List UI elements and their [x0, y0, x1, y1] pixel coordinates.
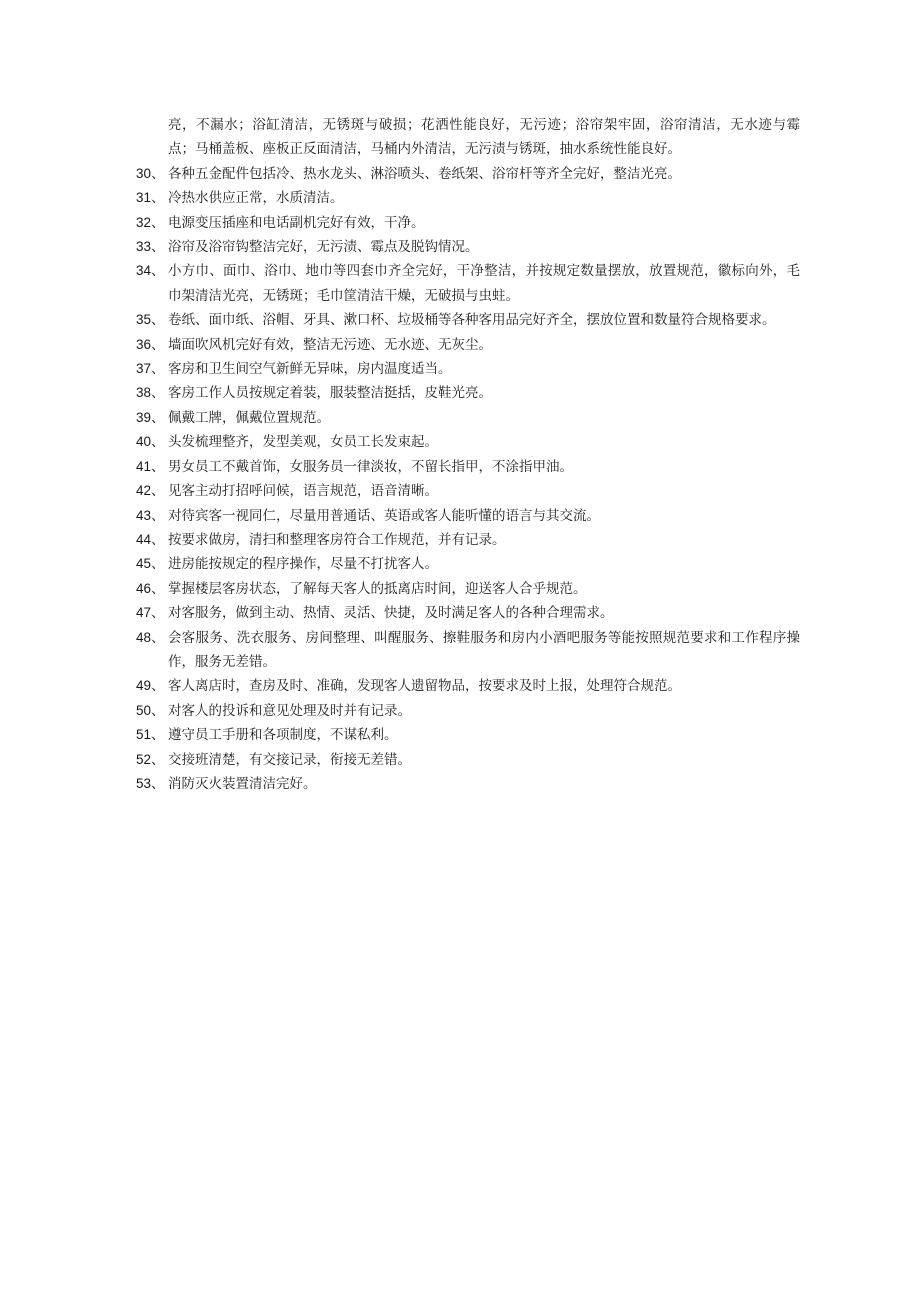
item-text: 消防灭火装置清洁完好。 — [168, 775, 317, 792]
item-number: 49、 — [136, 678, 165, 694]
list-item — [136, 259, 800, 308]
item-number: 44、 — [136, 531, 165, 547]
item-text: 对客人的投诉和意见处理及时并有记录。 — [168, 702, 411, 719]
item-text: 电源变压插座和电话副机完好有效，干净。 — [168, 214, 425, 231]
item-number: 35、 — [136, 312, 165, 328]
item-text: 墙面吹风机完好有效，整洁无污迹、无水迹、无灰尘。 — [168, 336, 492, 353]
item-number: 31、 — [136, 190, 165, 206]
list-item — [136, 772, 800, 796]
item-text: 亮，不漏水；浴缸清洁，无锈斑与破损；花洒性能良好，无污迹；浴帘架牢固，浴帘清洁，无水迹与霉点；马桶盖板、座板正反面清洁，马桶内外清洁，无污渍与锈斑，抽水系统性能良好。 — [168, 117, 800, 158]
list-item — [136, 748, 800, 772]
item-number: 53、 — [136, 775, 165, 791]
item-number: 40、 — [136, 434, 165, 450]
item-number: 51、 — [136, 727, 165, 743]
list-item — [136, 504, 800, 528]
list-item — [136, 674, 800, 698]
item-text: 对待宾客一视同仁，尽量用普通话、英语或客人能听懂的语言与其交流。 — [168, 507, 600, 524]
item-number: 42、 — [136, 483, 165, 499]
list-item — [136, 626, 800, 675]
list-item — [136, 381, 800, 405]
item-text: 佩戴工牌，佩戴位置规范。 — [168, 409, 330, 426]
item-number: 36、 — [136, 336, 165, 352]
list-item — [136, 162, 800, 186]
item-number: 32、 — [136, 214, 165, 230]
item-text: 头发梳理整齐，发型美观，女员工长发束起。 — [168, 434, 438, 451]
list-item — [136, 308, 800, 332]
list-item — [136, 577, 800, 601]
list-item — [136, 113, 800, 162]
item-number: 39、 — [136, 409, 165, 425]
list-item — [136, 552, 800, 576]
item-text: 客人离店时，查房及时、准确，发现客人遗留物品，按要求及时上报，处理符合规范。 — [168, 678, 681, 695]
item-text: 会客服务、洗衣服务、房间整理、叫醒服务、擦鞋服务和房内小酒吧服务等能按照规范要求和工作程序操作，服务无差错。 — [168, 629, 800, 670]
standards-list — [136, 113, 800, 796]
item-number: 52、 — [136, 751, 165, 767]
item-text: 各种五金配件包括冷、热水龙头、淋浴喷头、卷纸架、浴帘杆等齐全完好，整洁光亮。 — [168, 165, 681, 182]
item-text: 卷纸、面巾纸、浴帽、牙具、漱口杯、垃圾桶等各种客用品完好齐全，摆放位置和数量符合规格要求。 — [168, 312, 776, 329]
item-text: 客房工作人员按规定着装，服装整洁挺括，皮鞋光亮。 — [168, 385, 492, 402]
item-number: 33、 — [136, 239, 165, 255]
list-item — [136, 333, 800, 357]
item-number: 50、 — [136, 702, 165, 718]
item-text: 交接班清楚，有交接记录，衔接无差错。 — [168, 751, 411, 768]
list-item — [136, 406, 800, 430]
item-text: 浴帘及浴帘钩整洁完好，无污渍、霉点及脱钩情况。 — [168, 239, 479, 256]
item-number: 34、 — [136, 263, 165, 279]
list-item — [136, 186, 800, 210]
item-number: 48、 — [136, 629, 165, 645]
item-text: 按要求做房，清扫和整理客房符合工作规范，并有记录。 — [168, 531, 506, 548]
list-item — [136, 357, 800, 381]
list-item — [136, 479, 800, 503]
list-item — [136, 211, 800, 235]
item-text: 进房能按规定的程序操作，尽量不打扰客人。 — [168, 556, 438, 573]
item-number: 45、 — [136, 556, 165, 572]
item-number: 41、 — [136, 458, 165, 474]
list-item — [136, 601, 800, 625]
item-text: 见客主动打招呼问候，语言规范，语音清晰。 — [168, 483, 438, 500]
item-text: 客房和卫生间空气新鲜无异味，房内温度适当。 — [168, 361, 452, 378]
item-number: 43、 — [136, 507, 165, 523]
item-number: 37、 — [136, 361, 165, 377]
item-text: 对客服务，做到主动、热情、灵活、快捷，及时满足客人的各种合理需求。 — [168, 605, 614, 622]
item-text: 冷热水供应正常，水质清洁。 — [168, 190, 344, 207]
list-item — [136, 723, 800, 747]
item-text: 遵守员工手册和各项制度，不谋私利。 — [168, 727, 398, 744]
list-item — [136, 430, 800, 454]
item-number: 30、 — [136, 165, 165, 181]
item-text: 掌握楼层客房状态，了解每天客人的抵离店时间，迎送客人合乎规范。 — [168, 580, 587, 597]
item-text: 小方巾、面巾、浴巾、地巾等四套巾齐全完好，干净整洁，并按规定数量摆放，放置规范，徽标向外，毛巾架清洁光亮，无锈斑；毛巾筐清洁干燥，无破损与虫蛀。 — [168, 263, 800, 304]
list-item — [136, 235, 800, 259]
list-item — [136, 455, 800, 479]
item-text: 男女员工不戴首饰，女服务员一律淡妆，不留长指甲，不涂指甲油。 — [168, 458, 573, 475]
item-number: 46、 — [136, 580, 165, 596]
item-number: 38、 — [136, 385, 165, 401]
list-item — [136, 699, 800, 723]
item-number: 47、 — [136, 605, 165, 621]
list-item — [136, 528, 800, 552]
